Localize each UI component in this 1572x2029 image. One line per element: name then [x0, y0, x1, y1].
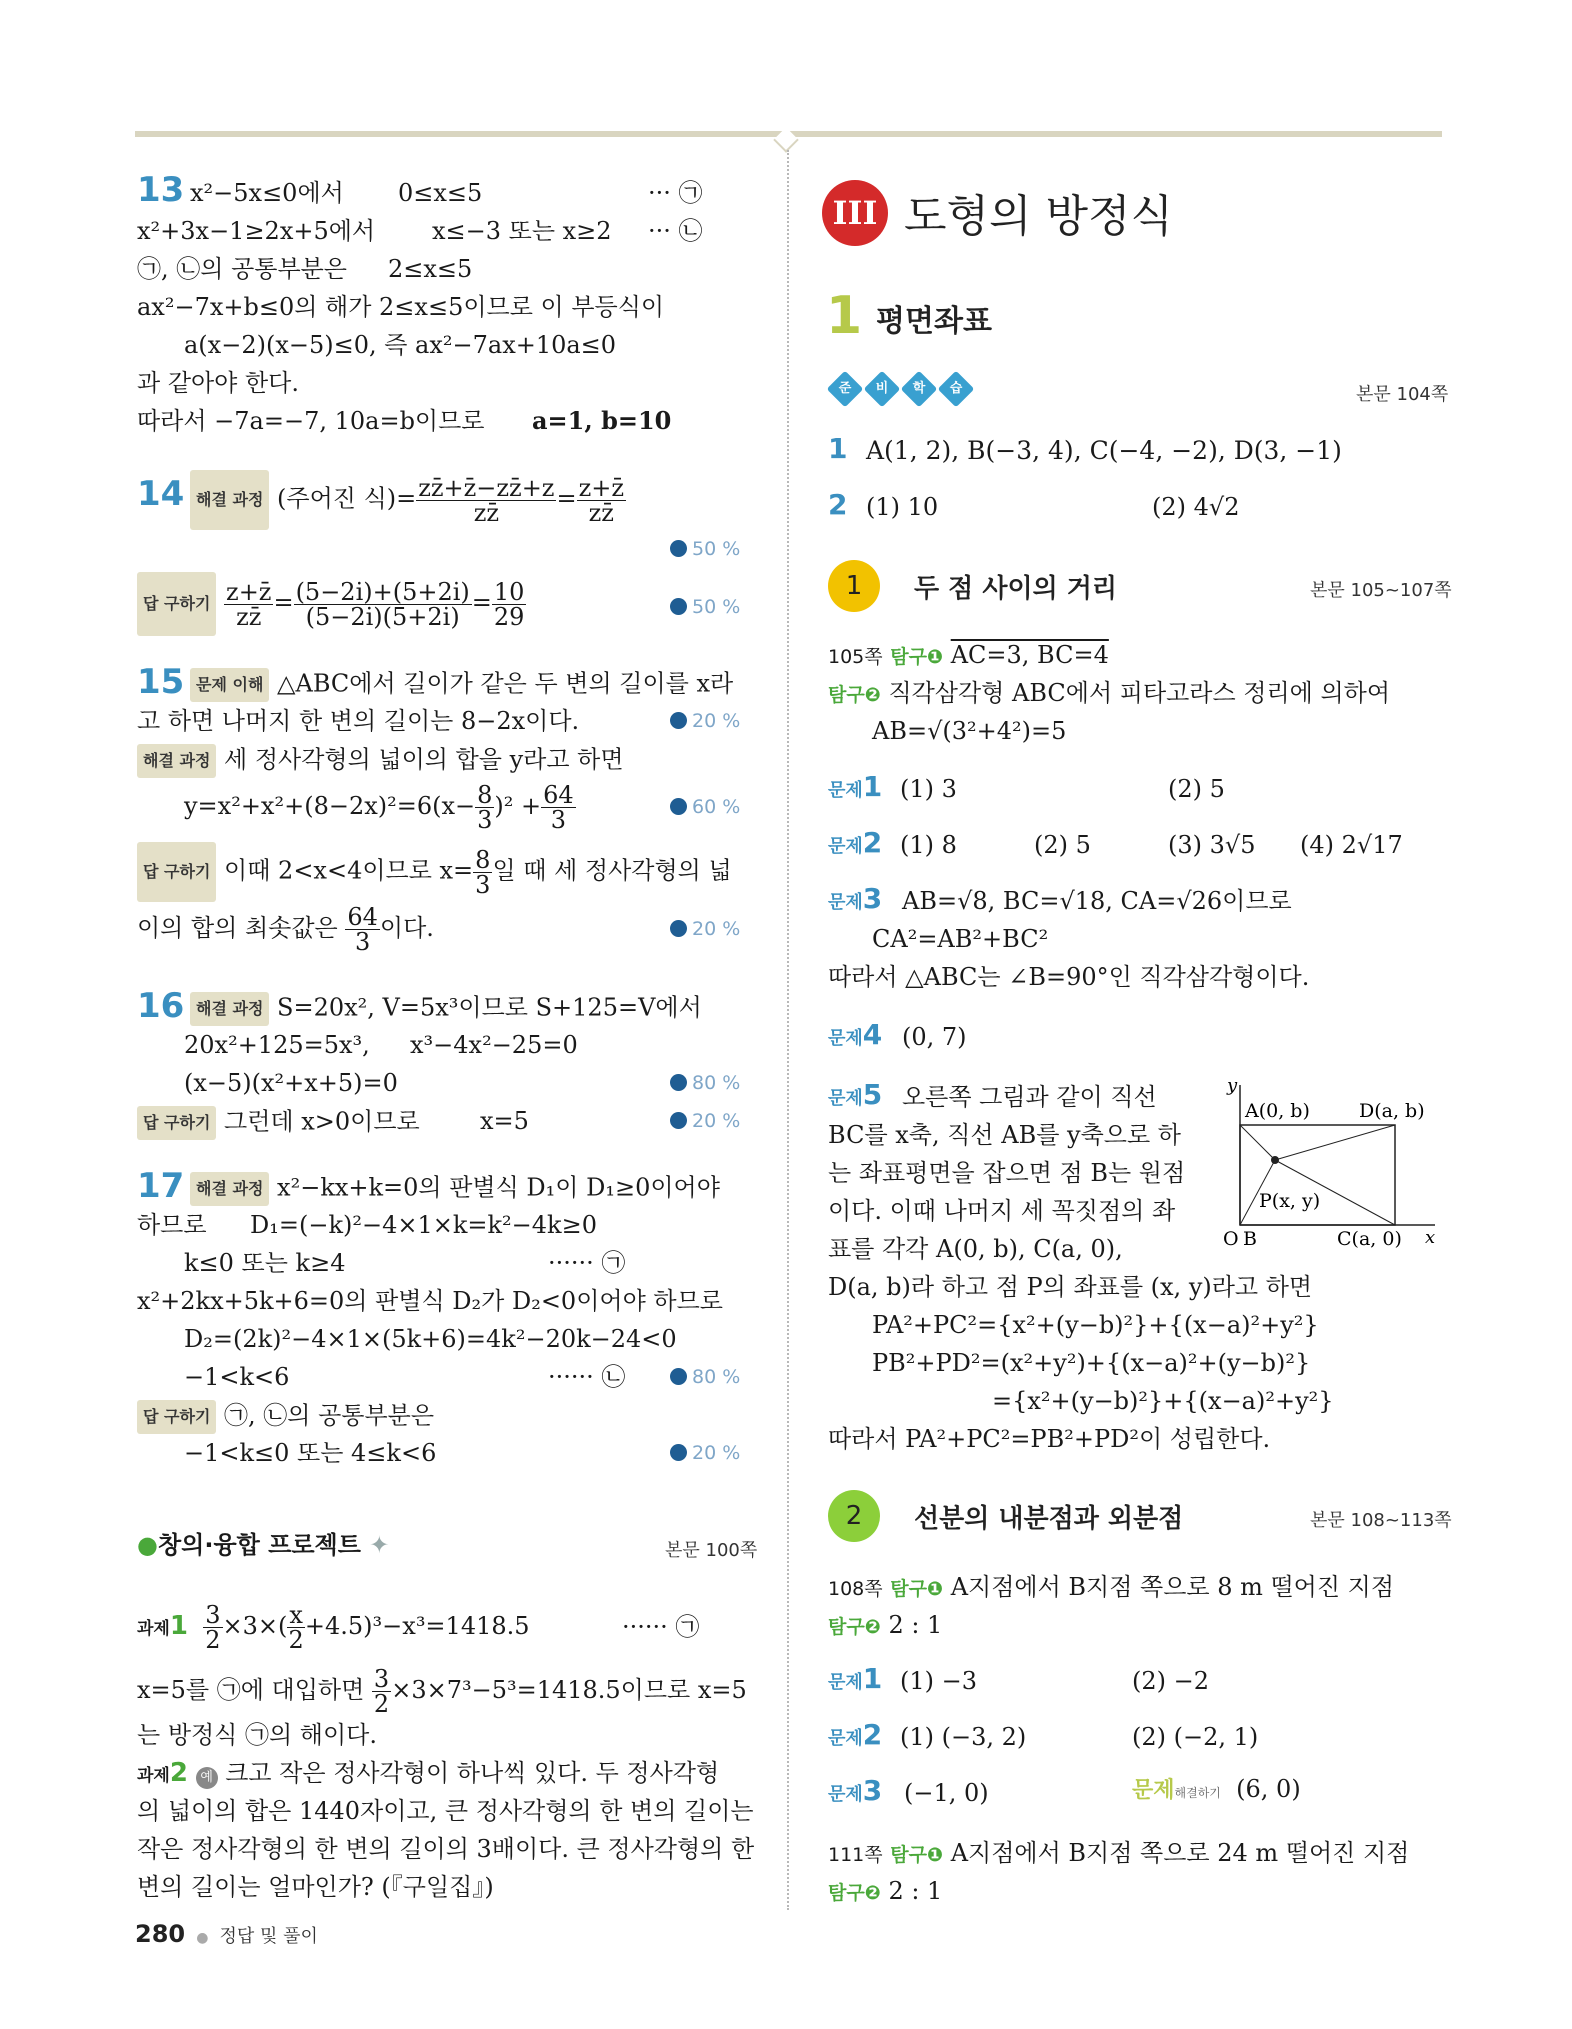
tag-answer: 답 구하기 [137, 842, 216, 902]
s1-m5a: 오른쪽 그림과 같이 직선 [902, 1083, 1157, 1111]
p16-answer: x=5 [480, 1107, 529, 1135]
s1-m3b: CA²=AB²+BC² [872, 925, 1049, 953]
s1-m5d: 이다. 이때 나머지 세 꼭짓점의 좌 [828, 1197, 1176, 1225]
p13-line1-result: 0≤x≤5 [398, 179, 483, 207]
p14-lhs: (주어진 식)= [277, 484, 417, 513]
p16-score-2: 20 % [670, 1110, 740, 1132]
p17-line1: 해결 과정 x²−kx+k=0의 판별식 D₁이 D₁≥0이어야 [190, 1172, 720, 1206]
s2-line2: 탐구❷ 2 : 1 [828, 1611, 943, 1639]
tag-answer: 답 구하기 [137, 572, 216, 636]
p17-score-1: 80 % [670, 1366, 740, 1388]
s1-m5h: PB²+PD²=(x²+y²)+{(x−a)²+(y−b)²} [872, 1349, 1311, 1377]
s2-line1: 108쪽 탐구❶ A지점에서 B지점 쪽으로 8 m 떨어진 지점 [828, 1573, 1395, 1601]
section-1-icon: 1 [828, 560, 880, 612]
prep-q2-answer-a: (1) 10 [866, 493, 939, 521]
p16-line1: 해결 과정 S=20x², V=5x³이므로 S+125=V에서 [190, 992, 702, 1026]
s1-m5j: 따라서 PA²+PC²=PB²+PD²이 성립한다. [828, 1425, 1271, 1453]
problem-16-number: 16 [137, 986, 185, 1026]
s2-m2b: (2) (−2, 1) [1132, 1723, 1259, 1751]
prep-q1-answer: A(1, 2), B(−3, 4), C(−4, −2), D(3, −1) [866, 436, 1342, 465]
section-2-page-ref: 본문 108~113쪽 [1310, 1510, 1452, 1531]
s1-m2c: (3) 3√5 [1168, 831, 1256, 859]
project-task1: 과제1 $\frac{3}{2}$ ×3×( $\frac{x}{2}$ +4.5)³−x³=1418.5 [137, 1601, 530, 1654]
column-divider [787, 150, 789, 1910]
p15-line5: 답 구하기 이때 2<x<4이므로 x= $\frac{8}{3}$ 일 때 세 정사각형의 넓 [137, 842, 732, 902]
s1-m3a: AB=√8, BC=√18, CA=√26이므로 [902, 887, 1292, 915]
section-1-title: 두 점 사이의 거리 [914, 574, 1117, 604]
s1-line3: AB=√(3²+4²)=5 [872, 717, 1067, 745]
prep-chip-1: 준 [827, 371, 864, 408]
p15-line2: 고 하면 나머지 한 변의 길이는 8−2x이다. [137, 707, 580, 735]
s2-m3-label: 문제3 [828, 1774, 883, 1807]
fig-label-a: A(0, b) [1245, 1100, 1310, 1122]
chapter-title: 도형의 방정식 [904, 191, 1174, 242]
p15-line6: 이의 합의 최솟값은 $\frac{64}{3}$ 이다. [137, 903, 434, 956]
p14-fraction-5: $\frac{10}{29}$ [493, 577, 525, 631]
p15-score-2: 60 % [670, 796, 740, 818]
s2-line3: 111쪽 탐구❶ A지점에서 B지점 쪽으로 24 m 떨어진 지점 [828, 1839, 1410, 1867]
project-page-ref: 본문 100쪽 [665, 1540, 758, 1561]
fig-label-p: P(x, y) [1259, 1190, 1321, 1212]
tag-solve-process: 해결 과정 [190, 992, 269, 1026]
p17-line5: D₂=(2k)²−4×1×(5k+6)=4k²−20k−24<0 [184, 1325, 677, 1353]
problem-15-number: 15 [137, 662, 185, 702]
p14-score-2: 50 % [670, 596, 740, 618]
prep-chip-3: 학 [901, 371, 938, 408]
s2-m1b: (2) −2 [1132, 1667, 1210, 1695]
p14-line2: 답 구하기 $\frac{z+z̄}{zz̄}$ = $\frac{(5-2i)+(5+2i)}{(5-2i)(5+2i)}$ = $\frac{10}{29}$ [137, 572, 526, 636]
project-line2: x=5를 ㉠에 대입하면 $\frac{3}{2}$ ×3×7³−5³=1418.5이므로 x=5 [137, 1665, 747, 1718]
p13-line2: x²+3x−1≥2x+5에서 [137, 217, 376, 245]
s2-m2a: (1) (−3, 2) [900, 1723, 1027, 1751]
p14-line1: 해결 과정 (주어진 식)= $\frac{zz̄+z̄-zz̄+z}{zz̄}$ = $\frac{z+z̄}{zz̄}$ [190, 470, 626, 530]
s1-m1b: (2) 5 [1168, 775, 1225, 803]
prep-q2-answer-b: (2) 4√2 [1152, 493, 1240, 521]
project-line3: 는 방정식 ㉠의 해이다. [137, 1721, 377, 1749]
problem-14-number: 14 [137, 474, 185, 514]
s1-m5g: PA²+PC²={x²+(y−b)²}+{(x−a)²+y²} [872, 1311, 1319, 1339]
s1-m1-label: 문제1 [828, 770, 883, 803]
p13-line2-result: x≤−3 또는 x≥2 [432, 217, 612, 245]
p17-line8: −1<k≤0 또는 4≤k<6 [184, 1439, 437, 1467]
problem-17-number: 17 [137, 1166, 185, 1206]
s1-m2-label: 문제2 [828, 826, 883, 859]
p13-line1: x²−5x≤0에서 [190, 179, 344, 207]
p13-line1-mark: ··· ㉠ [648, 179, 703, 207]
p13-line7: 따라서 −7a=−7, 10a=b이므로 [137, 407, 485, 435]
p16-line3: (x−5)(x²+x+5)=0 [184, 1069, 398, 1097]
s1-m4a: (0, 7) [902, 1023, 967, 1051]
point-p [1271, 1156, 1279, 1164]
p13-answer: a=1, b=10 [532, 406, 672, 435]
p13-line3-result: 2≤x≤5 [388, 255, 473, 283]
p15-line3: 해결 과정 세 정사각형의 넓이의 합을 y라고 하면 [137, 744, 624, 778]
project-line7: 변의 길이는 얼마인가? (『구일집』) [137, 1873, 494, 1901]
tag-solve-process: 해결 과정 [190, 1172, 269, 1206]
project-task1-mark: ······ ㉠ [622, 1613, 700, 1641]
fig-label-d: D(a, b) [1359, 1100, 1425, 1122]
prep-q1-number: 1 [828, 432, 848, 465]
tag-understand: 문제 이해 [190, 668, 269, 702]
coordinate-figure [1205, 1075, 1445, 1250]
prep-page-ref: 본문 104쪽 [1356, 384, 1449, 405]
p15-line1: 문제 이해 △ABC에서 길이가 같은 두 변의 길이를 x라 [190, 668, 733, 702]
s2-m1a: (1) −3 [900, 1667, 978, 1695]
s1-m5c: 는 좌표평면을 잡으면 점 B는 원점 [828, 1159, 1186, 1187]
tag-answer: 답 구하기 [137, 1400, 216, 1434]
fig-label-b: B [1243, 1228, 1257, 1250]
p13-line3: ㉠, ㉡의 공통부분은 [137, 255, 347, 283]
section-2-icon: 2 [828, 1490, 880, 1542]
p17-line7: 답 구하기 ㉠, ㉡의 공통부분은 [137, 1400, 434, 1434]
tag-solve-process: 해결 과정 [190, 470, 269, 530]
p14-fraction-4: $\frac{(5-2i)+(5+2i)}{(5-2i)(5+2i)}$ [295, 577, 470, 631]
p14-fraction-2: $\frac{z+z̄}{zz̄}$ [578, 473, 624, 527]
project-line6: 작은 정사각형의 한 변의 길이의 3배이다. 큰 정사각형의 한 [137, 1835, 755, 1863]
s2-m2-label: 문제2 [828, 1718, 883, 1751]
p13-line5: a(x−2)(x−5)≤0, 즉 ax²−7ax+10a≤0 [184, 331, 617, 359]
s1-m5i: ={x²+(y−b)²}+{(x−a)²+y²} [992, 1387, 1334, 1415]
s1-m4-label: 문제4 [828, 1018, 883, 1051]
s1-line1: 105쪽 탐구❶ AC=3, BC=4 [828, 641, 1109, 669]
p14-fraction-3: $\frac{z+z̄}{zz̄}$ [226, 577, 272, 631]
s2-line4: 탐구❷ 2 : 1 [828, 1877, 943, 1905]
p15-line4: y=x²+x²+(8−2x)²=6(x− $\frac{8}{3}$ )² + $\frac{64}{3}$ [184, 781, 574, 834]
project-task2: 과제2 예 크고 작은 정사각형이 하나씩 있다. 두 정사각형 [137, 1758, 720, 1788]
p13-line4: ax²−7x+b≤0의 해가 2≤x≤5이므로 이 부등식이 [137, 293, 665, 321]
footer-label: 정답 및 풀이 [219, 1926, 318, 1947]
p13-line2-mark: ··· ㉡ [648, 217, 703, 245]
puzzle-icon: ✦ [369, 1531, 390, 1559]
s1-m2b: (2) 5 [1034, 831, 1091, 859]
unit-title: 평면좌표 [876, 304, 992, 339]
project-title: ●창의·융합 프로젝트 ✦ [137, 1531, 390, 1559]
section-2-title: 선분의 내분점과 외분점 [914, 1504, 1184, 1534]
unit-number: 1 [826, 286, 863, 346]
s1-m5-label: 문제5 [828, 1078, 883, 1111]
p15-score-3: 20 % [670, 918, 740, 940]
prep-chip-2: 비 [864, 371, 901, 408]
s2-m1-label: 문제1 [828, 1662, 883, 1695]
p14-fraction-1: $\frac{zz̄+z̄-zz̄+z}{zz̄}$ [418, 473, 555, 527]
s2-m3a: (−1, 0) [904, 1779, 989, 1807]
p17-line3: k≤0 또는 k≥4 [184, 1249, 346, 1277]
s1-m1a: (1) 3 [900, 775, 957, 803]
p16-score-1: 80 % [670, 1072, 740, 1094]
p17-score-2: 20 % [670, 1442, 740, 1464]
p16-line2b: x³−4x²−25=0 [410, 1031, 578, 1059]
p17-line6-mark: ······ ㉡ [548, 1363, 626, 1391]
p17-line2b: D₁=(−k)²−4×1×k=k²−4k≥0 [250, 1211, 597, 1239]
project-line5: 의 넓이의 합은 1440자이고, 큰 정사각형의 한 변의 길이는 [137, 1797, 754, 1825]
s1-m5b: BC를 x축, 직선 AB를 y축으로 하 [828, 1121, 1181, 1149]
p17-line4: x²+2kx+5k+6=0의 판별식 D₂가 D₂<0이어야 하므로 [137, 1287, 723, 1315]
p17-line3-mark: ······ ㉠ [548, 1249, 626, 1277]
p17-line6: −1<k<6 [184, 1363, 290, 1391]
p15-score-1: 20 % [670, 710, 740, 732]
p13-line6: 과 같아야 한다. [137, 369, 299, 397]
fig-label-c: C(a, 0) [1337, 1228, 1402, 1250]
s1-m2d: (4) 2√17 [1300, 831, 1403, 859]
section-1-page-ref: 본문 105~107쪽 [1310, 580, 1452, 601]
page-footer: 280 ● 정답 및 풀이 [135, 1920, 318, 1948]
fig-label-x: x [1425, 1227, 1436, 1248]
p17-line2: 하므로 [137, 1211, 207, 1239]
prep-chip-4: 습 [938, 371, 975, 408]
prep-q2-number: 2 [828, 488, 848, 521]
tag-answer: 답 구하기 [137, 1106, 216, 1140]
tag-solve-process: 해결 과정 [137, 744, 216, 778]
s1-m5e: 표를 각각 A(0, b), C(a, 0), [828, 1235, 1123, 1263]
fig-label-y: y [1227, 1075, 1238, 1096]
s1-m2a: (1) 8 [900, 831, 957, 859]
example-badge: 예 [196, 1767, 218, 1789]
p16-line4: 답 구하기 그런데 x>0이므로 [137, 1106, 420, 1140]
s1-m3c: 따라서 △ABC는 ∠B=90°인 직각삼각형이다. [828, 963, 1310, 991]
s2-m3-solve: 문제해결하기 (6, 0) [1132, 1775, 1301, 1803]
chapter-roman-badge: III [822, 180, 888, 246]
s1-m5f: D(a, b)라 하고 점 P의 좌표를 (x, y)라고 하면 [828, 1273, 1313, 1301]
s1-m3-label: 문제3 [828, 882, 883, 915]
p16-line2: 20x²+125=5x³, [184, 1031, 370, 1059]
prep-chips [832, 376, 975, 402]
page-number: 280 [135, 1920, 186, 1948]
s1-line2: 탐구❷ 직각삼각형 ABC에서 피타고라스 정리에 의하여 [828, 679, 1391, 707]
fig-label-o: O [1223, 1228, 1239, 1250]
p14-score-1: 50 % [670, 538, 740, 560]
problem-13-number: 13 [137, 170, 185, 210]
